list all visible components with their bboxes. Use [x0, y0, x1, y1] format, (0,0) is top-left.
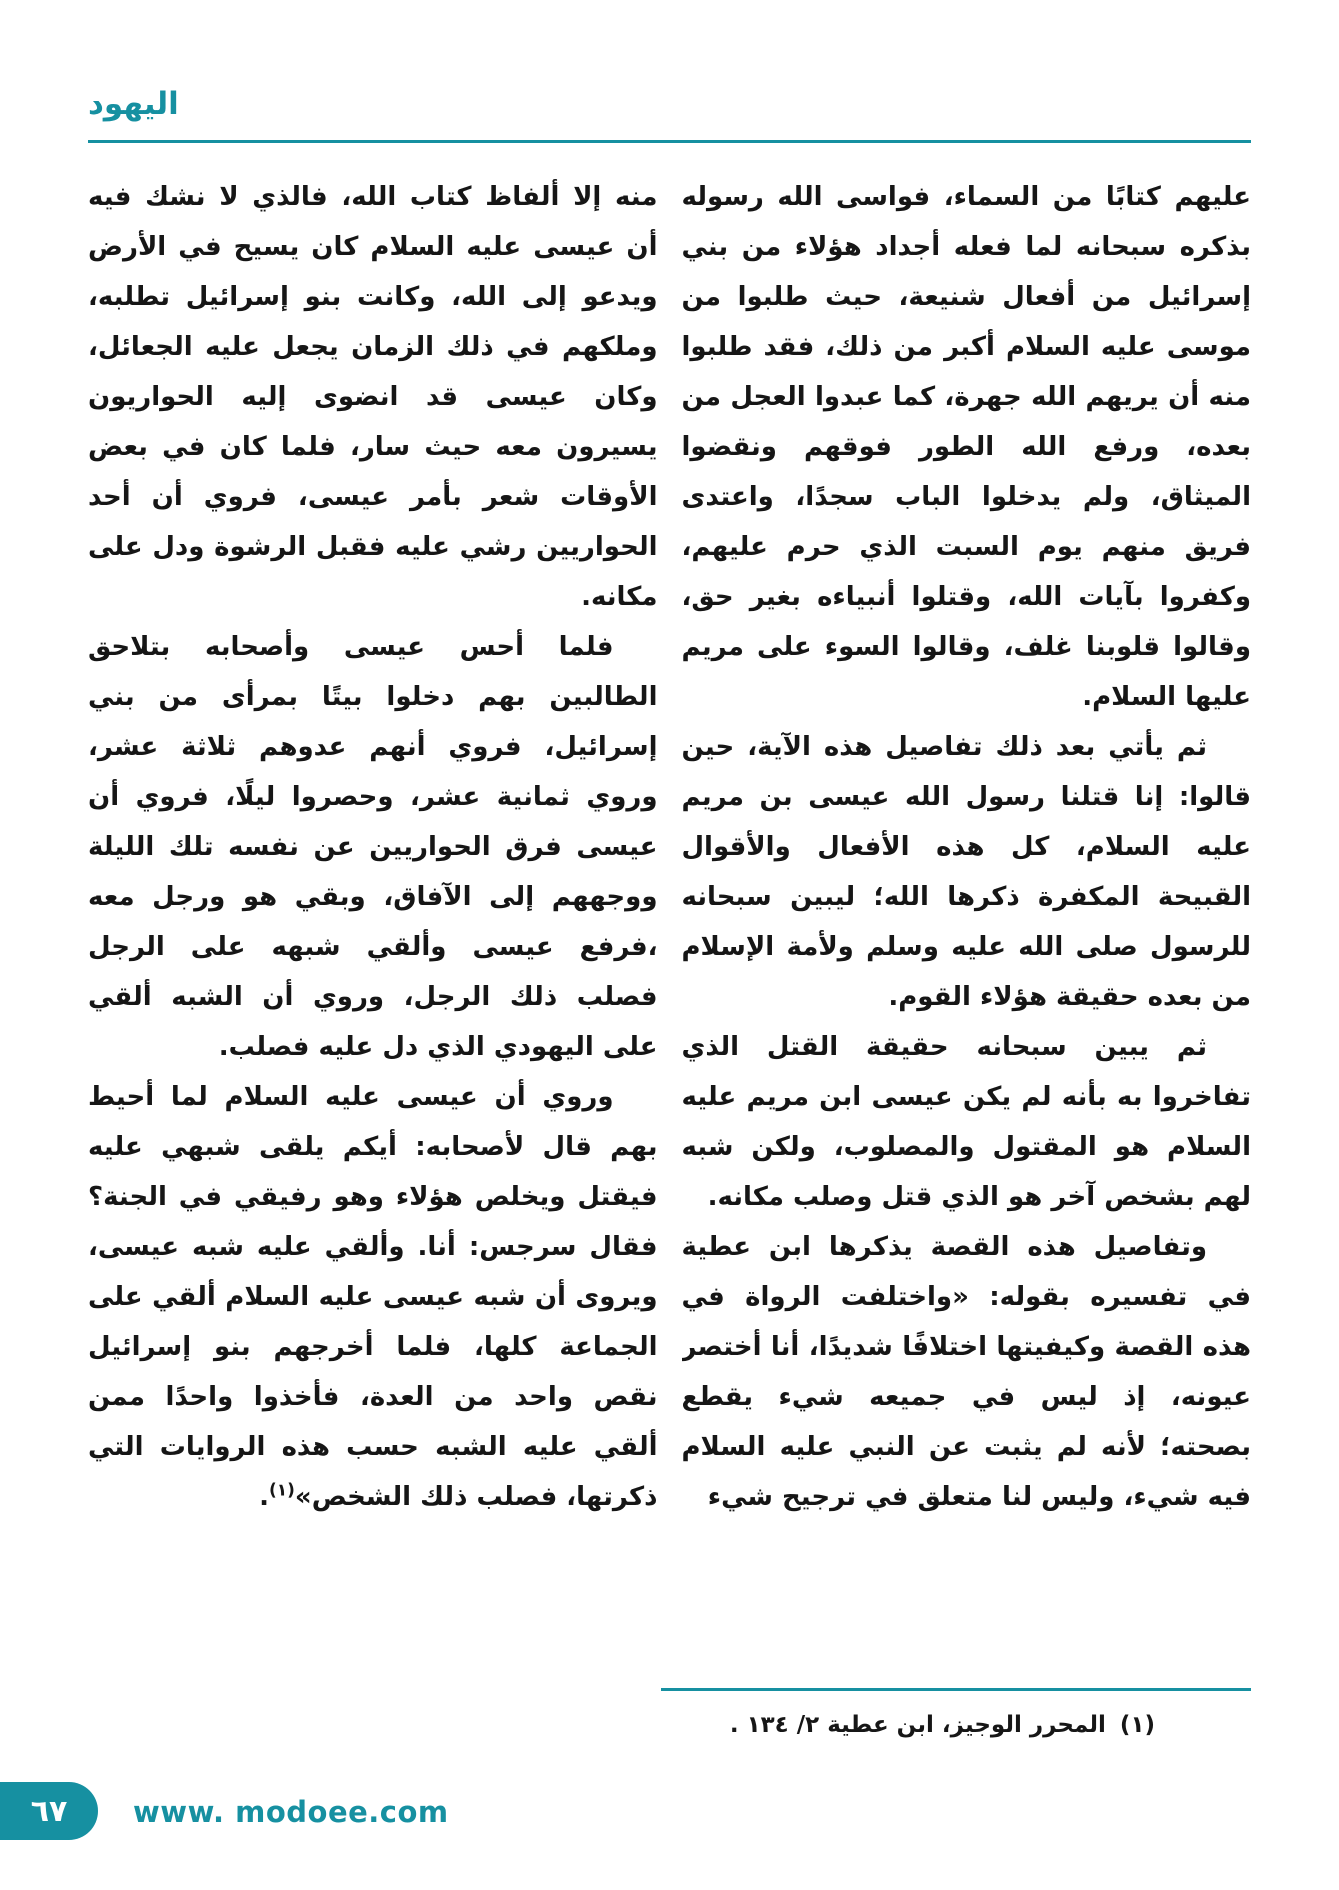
- chapter-title: اليهود: [88, 86, 179, 122]
- paragraph-text: وروي أن عيسى عليه السلام لما أحيط بهم قال لأصحابه: أيكم يلقى شبهي عليه فيقتل ويخلص هؤلاء وهو رفيقي في الجنة؟ فقال سرجس: أنا. وألقي عليه شبه عيسى، ويروى أن شبه عيسى عليه السلام ألقي على الجماعة كلها، فلما أخرجهم بنو إسرائيل نقص واحد من العدة، فأخذوا واحدًا ممن ألقي عليه الشبه حسب هذه الروايات التي ذكرتها، فصلب ذلك الشخص»: [88, 1082, 658, 1512]
- paragraph-closing: .: [259, 1482, 269, 1512]
- paragraph: ثم يبين سبحانه حقيقة القتل الذي تفاخروا به بأنه لم يكن عيسى ابن مريم عليه السلام هو المقتول والمصلوب، ولكن شبه لهم بشخص آخر هو الذي قتل وصلب مكانه.: [681, 1032, 1251, 1212]
- paragraph: ثم يأتي بعد ذلك تفاصيل هذه الآية، حين قالوا: إنا قتلنا رسول الله عيسى بن مريم عليه السلام، كل هذه الأفعال والأقوال القبيحة المكفرة ذكرها الله؛ ليبين سبحانه للرسول صلى الله عليه وسلم ولأمة الإسلام من بعده حقيقة هؤلاء القوم.: [681, 732, 1251, 1012]
- paragraph: [88, 1072, 658, 1522]
- left-column: [88, 172, 658, 1677]
- page-number-tab: [0, 1782, 98, 1840]
- header-divider: [88, 140, 1251, 143]
- footnote-reference: (١): [268, 1480, 295, 1501]
- footnote-divider: [661, 1688, 1251, 1691]
- page-number: ٦٧: [30, 1793, 68, 1829]
- footnote-text: [661, 1707, 1251, 1743]
- footnote-marker: (١): [1119, 1711, 1155, 1738]
- footnote-area: [661, 1688, 1251, 1743]
- website-url: www. modoee.com: [133, 1795, 449, 1829]
- right-column: [682, 172, 1252, 1677]
- paragraph: عليهم كتابًا من السماء، فواسى الله رسوله بذكره سبحانه لما فعله أجداد هؤلاء من بني إسرائيل من أفعال شنيعة، حيث طلبوا من موسى عليه السلام أكبر من ذلك، فقد طلبوا منه أن يريهم الله جهرة، كما عبدوا العجل من بعده، ورفع الله الطور فوقهم ونقضوا الميثاق، ولم يدخلوا الباب سجدًا، واعتدى فريق منهم يوم السبت الذي حرم عليهم، وكفروا بآيات الله، وقتلوا أنبياءه بغير حق، وقالوا قلوبنا غلف، وقالوا السوء على مريم عليها السلام.: [681, 182, 1251, 712]
- paragraph: فلما أحس عيسى وأصحابه بتلاحق الطالبين بهم دخلوا بيتًا بمرأى من بني إسرائيل، فروي أنهم عدوهم ثلاثة عشر، وروي ثمانية عشر، وحصروا ليلًا، فروي أن عيسى فرق الحواريين عن نفسه تلك الليلة ووجههم إلى الآفاق، وبقي هو ورجل معه ،فرفع عيسى وألقي شبهه على الرجل فصلب ذلك الرجل، وروي أن الشبه ألقي على اليهودي الذي دل عليه فصلب.: [88, 632, 658, 1062]
- text-columns: [88, 172, 1251, 1677]
- paragraph: وتفاصيل هذه القصة يذكرها ابن عطية في تفسيره بقوله: «واختلفت الرواة في هذه القصة وكيفيتها اختلافًا شديدًا، أنا أختصر عيونه، إذ ليس في جميعه شيء يقطع بصحته؛ لأنه لم يثبت عن النبي عليه السلام فيه شيء، وليس لنا متعلق في ترجيح شيء: [681, 1232, 1251, 1512]
- paragraph: منه إلا ألفاظ كتاب الله، فالذي لا نشك فيه أن عيسى عليه السلام كان يسيح في الأرض ويدعو إلى الله، وكانت بنو إسرائيل تطلبه، وملكهم في ذلك الزمان يجعل عليه الجعائل، وكان عيسى قد انضوى إليه الحواريون يسيرون معه حيث سار، فلما كان في بعض الأوقات شعر بأمر عيسى، فروي أن أحد الحواريين رشي عليه فقبل الرشوة ودل على مكانه.: [88, 182, 658, 612]
- footnote-body: المحرر الوجيز، ابن عطية ٢/ ١٣٤ .: [729, 1711, 1106, 1738]
